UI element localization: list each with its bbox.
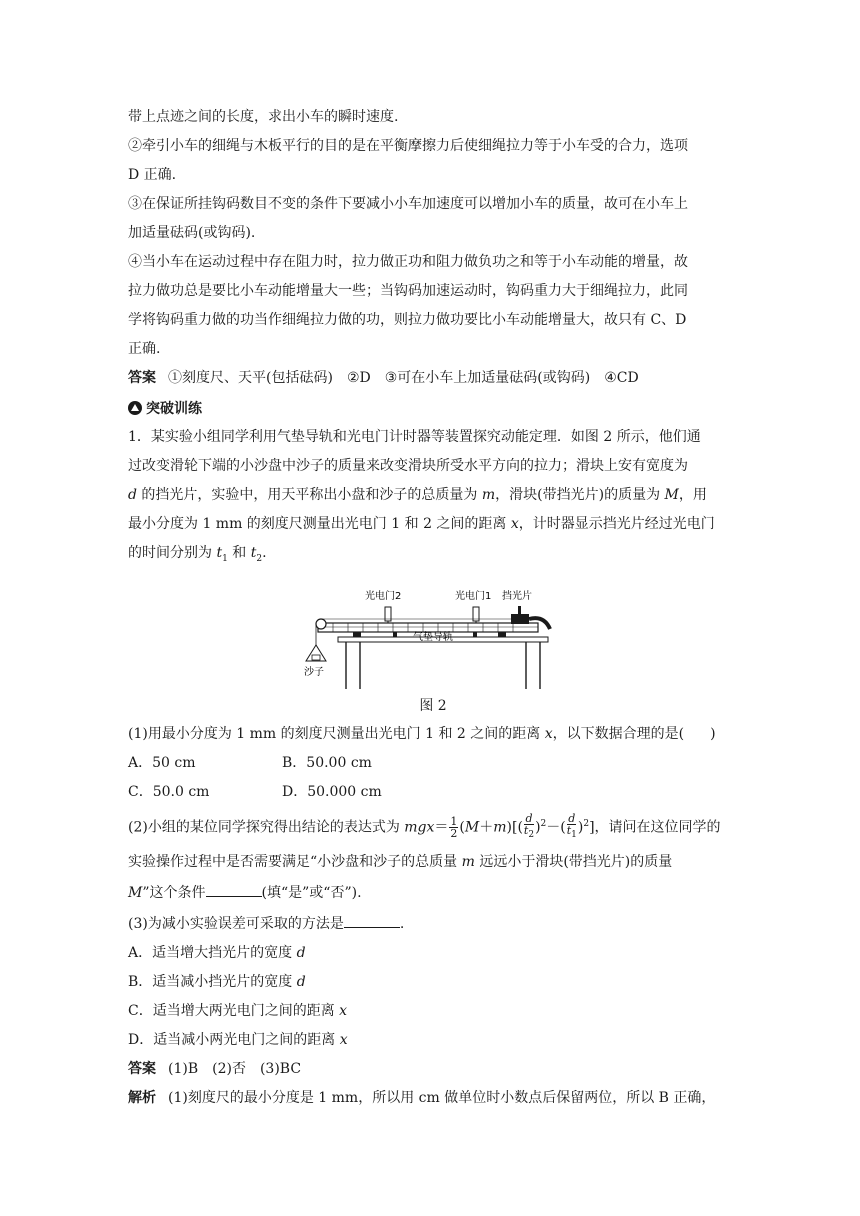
apparatus-figure [128,579,738,689]
option-a: A．适当增大挡光片的宽度 d [128,944,306,961]
answer-label: 答案 [128,370,156,386]
options-row [128,783,738,801]
air-track-rail [318,623,538,632]
text-line: D 正确. [128,167,177,183]
answer-item: ④CD [604,370,639,386]
text-line: 带上点迹之间的长度，求出小车的瞬时速度. [128,109,399,125]
analysis-line: 解析 (1)刻度尺的最小分度是 1 mm，所以用 cm 做单位时小数点后保留两位，所以 B 正确， [128,1089,716,1106]
text-line: 学将钩码重力做的功当作细绳拉力做的功，则拉力做功要比小车动能增量大，故只有 C、D [128,312,687,328]
answer-blank [206,882,262,897]
section-heading-text: 突破训练 [146,401,202,417]
figure-caption: 图 2 [419,697,447,714]
option-d: D．50.000 cm [282,783,382,800]
text-line: 加适量砝码(或钩码). [128,225,256,241]
section-heading [128,398,738,418]
answer-label: 答案 [128,1060,156,1077]
option-a: A．50 cm [128,754,196,771]
question-1: (1)用最小分度为 1 mm 的刻度尺测量出光电门 1 和 2 之间的距离 x，以下数据合理的是( ) [128,725,716,742]
fraction-half: $\frac{1}{2}$ [450,814,458,840]
text-line: 拉力做功总是要比小车动能增量大一些；当钩码加速运动时，钩码重力大于细绳拉力，此同 [128,283,688,299]
answer-line [128,369,738,387]
gate2-label: 光电门2 [365,590,402,602]
problem-line: 1．某实验小组同学利用气垫导轨和光电门计时器等装置探究动能定理．如图 2 所示，他们通 [128,429,701,445]
option-c: C．适当增大两光电门之间的距离 x [128,1002,348,1019]
answer-line: 答案 (1)B (2)否 (3)BC [128,1060,302,1077]
answer-blank [344,913,400,928]
fraction-d-t1: $\frac{d}{t_1}$ [566,812,577,841]
gate1-label: 光电门1 [455,590,492,602]
answer-item: ①刻度尺、天平(包括砝码) [168,370,333,386]
problem-line: 过改变滑轮下端的小沙盘中沙子的质量来改变滑块所受水平方向的拉力；滑块上安有宽度为 [128,458,688,474]
rail-label: 气垫导轨 [413,631,453,643]
triangle-circle-icon [128,401,142,415]
shutter-label: 挡光片 [502,590,532,602]
text-line: 正确. [128,341,161,357]
question-2: (2)小组的某位同学探究得出结论的表达式为 mgx＝ $\frac{1}{2}$ (M＋m)[( $\frac{d}{t_2}$ )$^2$－( $\frac{d}{t_1}$ )$^2$]，请问在这位同学的 [128,812,721,841]
option-b: B．适当减小挡光片的宽度 d [128,973,306,990]
text-line: ④当小车在运动过程中存在阻力时，拉力做正功和阻力做负功之和等于小车动能的增量，故 [128,254,688,270]
document-page [128,108,738,1118]
answer-item: ②D [346,370,371,386]
text-line: ③在保证所挂钩码数目不变的条件下要减小小车加速度可以增加小车的质量，故可在小车上 [128,196,688,212]
text-line: ②牵引小车的细绳与木板平行的目的是在平衡摩擦力后使细绳拉力等于小车受的合力，选项 [128,138,688,154]
answer-item: ③可在小车上加适量砝码(或钩码) [384,370,591,386]
option-d: D．适当减小两光电门之间的距离 x [128,1031,348,1048]
sand-label: 沙子 [304,666,324,678]
shutter-plate [518,606,521,615]
options-row [128,754,738,772]
problem-line: 的时间分别为 $t_1$ 和 $t_2$. [128,545,267,564]
pulley [316,619,326,629]
fraction-d-t2: $\frac{d}{t_2}$ [523,812,535,841]
problem-line: 最小分度为 1 mm 的刻度尺测量出光电门 1 和 2 之间的距离 x，计时器显示挡光片经过光电门 [128,516,715,532]
option-b: B．50.00 cm [282,754,372,771]
question-2-line: M”这个条件 (填“是”或“否”). [128,882,738,902]
question-3: (3)为减小实验误差可采取的方法是 . [128,913,738,933]
analysis-label: 解析 [128,1089,156,1106]
option-c: C．50.0 cm [128,783,210,800]
air-track-diagram [128,579,738,689]
problem-line: d 的挡光片，实验中，用天平称出小盘和沙子的总质量为 m，滑块(带挡光片)的质量为 M，用 [128,487,707,503]
question-2-line: 实验操作过程中是否需要满足“小沙盘和沙子的总质量 m 远远小于滑块(带挡光片)的质量 [128,853,673,870]
